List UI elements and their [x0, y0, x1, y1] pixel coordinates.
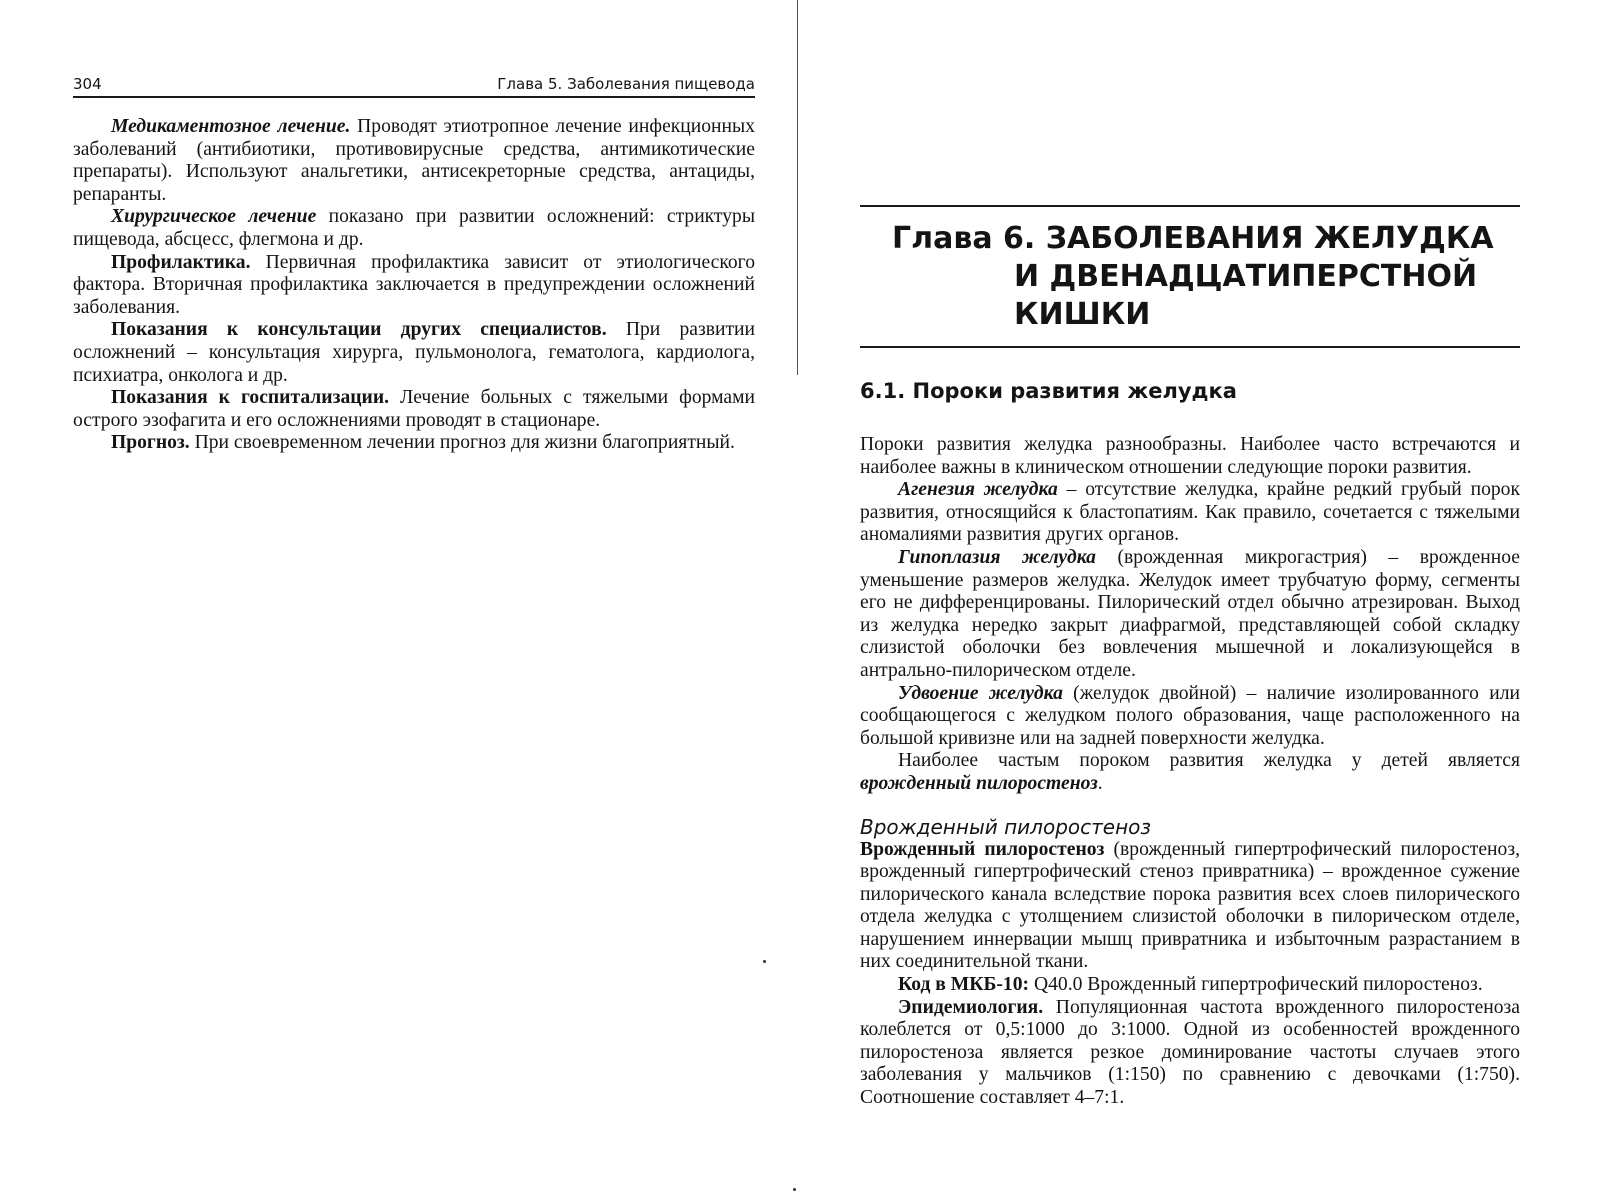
- paragraph-tail: .: [1097, 772, 1103, 794]
- right-page-body-continued: [860, 839, 1520, 1110]
- paragraph-lead: Хирургическое лечение: [111, 206, 317, 228]
- chapter-title-line: Глава 6. ЗАБОЛЕВАНИЯ ЖЕЛУДКА: [892, 221, 1494, 256]
- paragraph-text: Наиболее частым пороком развития желудка у детей является: [898, 750, 1520, 772]
- paragraph-lead: Гипоплазия желудка: [898, 546, 1096, 568]
- paragraph-icd-code: [860, 974, 1520, 997]
- paragraph-text: (врожденная микрогастрия) – врожденное уменьшение размеров желудка. Желудок имеет трубчатую форму, сегменты его не дифференцированы. Пилорический отдел обычно атрезирован. Выход из желудка нередко закрыт диафрагмой, представляющей собой складку слизистой оболочки без вовлечения мышечной и локализующейся в антрально-пилорическом отделе.: [860, 546, 1520, 681]
- paragraph-lead: Показания к госпитализации.: [111, 387, 390, 409]
- paragraph-consultation: [73, 319, 755, 387]
- page-number: 304: [73, 75, 102, 93]
- paragraph-lead: Профилактика.: [111, 251, 251, 273]
- paragraph-lead: Медикаментозное лечение.: [111, 116, 351, 137]
- paragraph-definition: [860, 839, 1520, 975]
- left-page-body: [73, 116, 755, 455]
- scan-speck: [763, 960, 766, 963]
- section-heading: 6.1. Пороки развития желудка: [860, 379, 1237, 403]
- paragraph-lead: Показания к консультации других специалистов.: [111, 319, 607, 341]
- paragraph-text: При развитии осложнений – консультация хирурга, пульмонолога, гематолога, кардиолога, психиатра, онколога и др.: [73, 319, 755, 386]
- paragraph-text: Лечение больных с тяжелыми формами острого эзофагита и его осложнениями проводят в стационаре.: [73, 387, 755, 431]
- paragraph-text: (желудок двойной) – наличие изолированного или сообщающегося с желудком полого образования, чаще расположенного на большой кривизне или на задней поверхности желудка.: [860, 682, 1520, 749]
- paragraph-lead: Код в МКБ-10:: [898, 974, 1030, 996]
- paragraph-doubling: [860, 683, 1520, 751]
- paragraph-text: Популяционная частота врожденного пилоростеноза колеблется от 0,5:1000 до 3:1000. Одной из особенностей врожденного пилоростеноза является резкое доминирование частоты случаев этого заболевания у мальчиков (1:150) по сравнению с девочками (1:750). Соотношение составляет 4–7:1.: [860, 996, 1520, 1109]
- paragraph-emphasis: врожденный пилоростеноз: [860, 772, 1098, 794]
- paragraph-text: Q40.0 Врожденный гипертрофический пилоростеноз.: [1029, 974, 1483, 996]
- paragraph-medication: [73, 116, 755, 206]
- paragraph-lead: Агенезия желудка: [898, 479, 1058, 501]
- paragraph-prognosis: [73, 432, 755, 455]
- paragraph-text: Первичная профилактика зависит от этиологического фактора. Вторичная профилактика заключается в предупреждении осложнений заболевания.: [73, 251, 755, 318]
- right-page: [860, 205, 1520, 1110]
- paragraph-surgery: [73, 206, 755, 251]
- left-page: [73, 75, 755, 455]
- chapter-title-line: КИШКИ: [1014, 297, 1151, 332]
- paragraph-hypoplasia: [860, 547, 1520, 683]
- paragraph-hospitalization: [73, 387, 755, 432]
- paragraph-text: При своевременном лечении прогноз для жизни благоприятный.: [189, 432, 735, 454]
- chapter-title-line: И ДВЕНАДЦАТИПЕРСТНОЙ: [1014, 259, 1478, 294]
- chapter-heading: [860, 205, 1520, 348]
- right-page-body: [860, 434, 1520, 796]
- subsection-heading: Врожденный пилоростеноз: [860, 814, 1152, 839]
- scan-speck: [793, 1188, 796, 1191]
- paragraph-text: показано при развитии осложнений: стриктуры пищевода, абсцесс, флегмона и др.: [73, 206, 755, 250]
- paragraph-text: (врожденный гипертрофический пилоростеноз, врожденный гипертрофический стеноз привратника) – врожденное сужение пилорического канала вследствие порока развития всех слоев пилорического отдела желудка с утолщением слизистой оболочки в пилорическом отделе, нарушением иннервации мышц привратника и избыточным разрастанием в них соединительной ткани.: [860, 838, 1520, 973]
- paragraph-agenesis: [860, 479, 1520, 547]
- paragraph-most-common: [860, 750, 1520, 795]
- paragraph-lead: Эпидемиология.: [898, 996, 1044, 1018]
- chapter-running-title: Глава 5. Заболевания пищевода: [497, 75, 755, 93]
- paragraph-lead: Врожденный пилоростеноз: [860, 838, 1105, 860]
- paragraph-intro: Пороки развития желудка разнообразны. Наиболее часто встречаются и наиболее важны в клиническом отношении следующие пороки развития.: [860, 434, 1520, 478]
- paragraph-text: – отсутствие желудка, крайне редкий грубый порок развития, относящийся к бластопатиям. Как правило, сочетается с тяжелыми аномалиями развития других органов.: [860, 479, 1520, 546]
- paragraph-lead: Прогноз.: [111, 432, 190, 454]
- paragraph-prevention: [73, 252, 755, 320]
- page-gutter-line: [797, 0, 798, 375]
- paragraph-lead: Удвоение желудка: [898, 682, 1063, 704]
- paragraph-epidemiology: [860, 997, 1520, 1110]
- paragraph-text: Проводят этиотропное лечение инфекционных заболеваний (антибиотики, противовирусные средства, антимикотические препараты). Используют анальгетики, антисекреторные средства, антациды, репаранты.: [73, 116, 755, 205]
- running-head: [73, 75, 755, 98]
